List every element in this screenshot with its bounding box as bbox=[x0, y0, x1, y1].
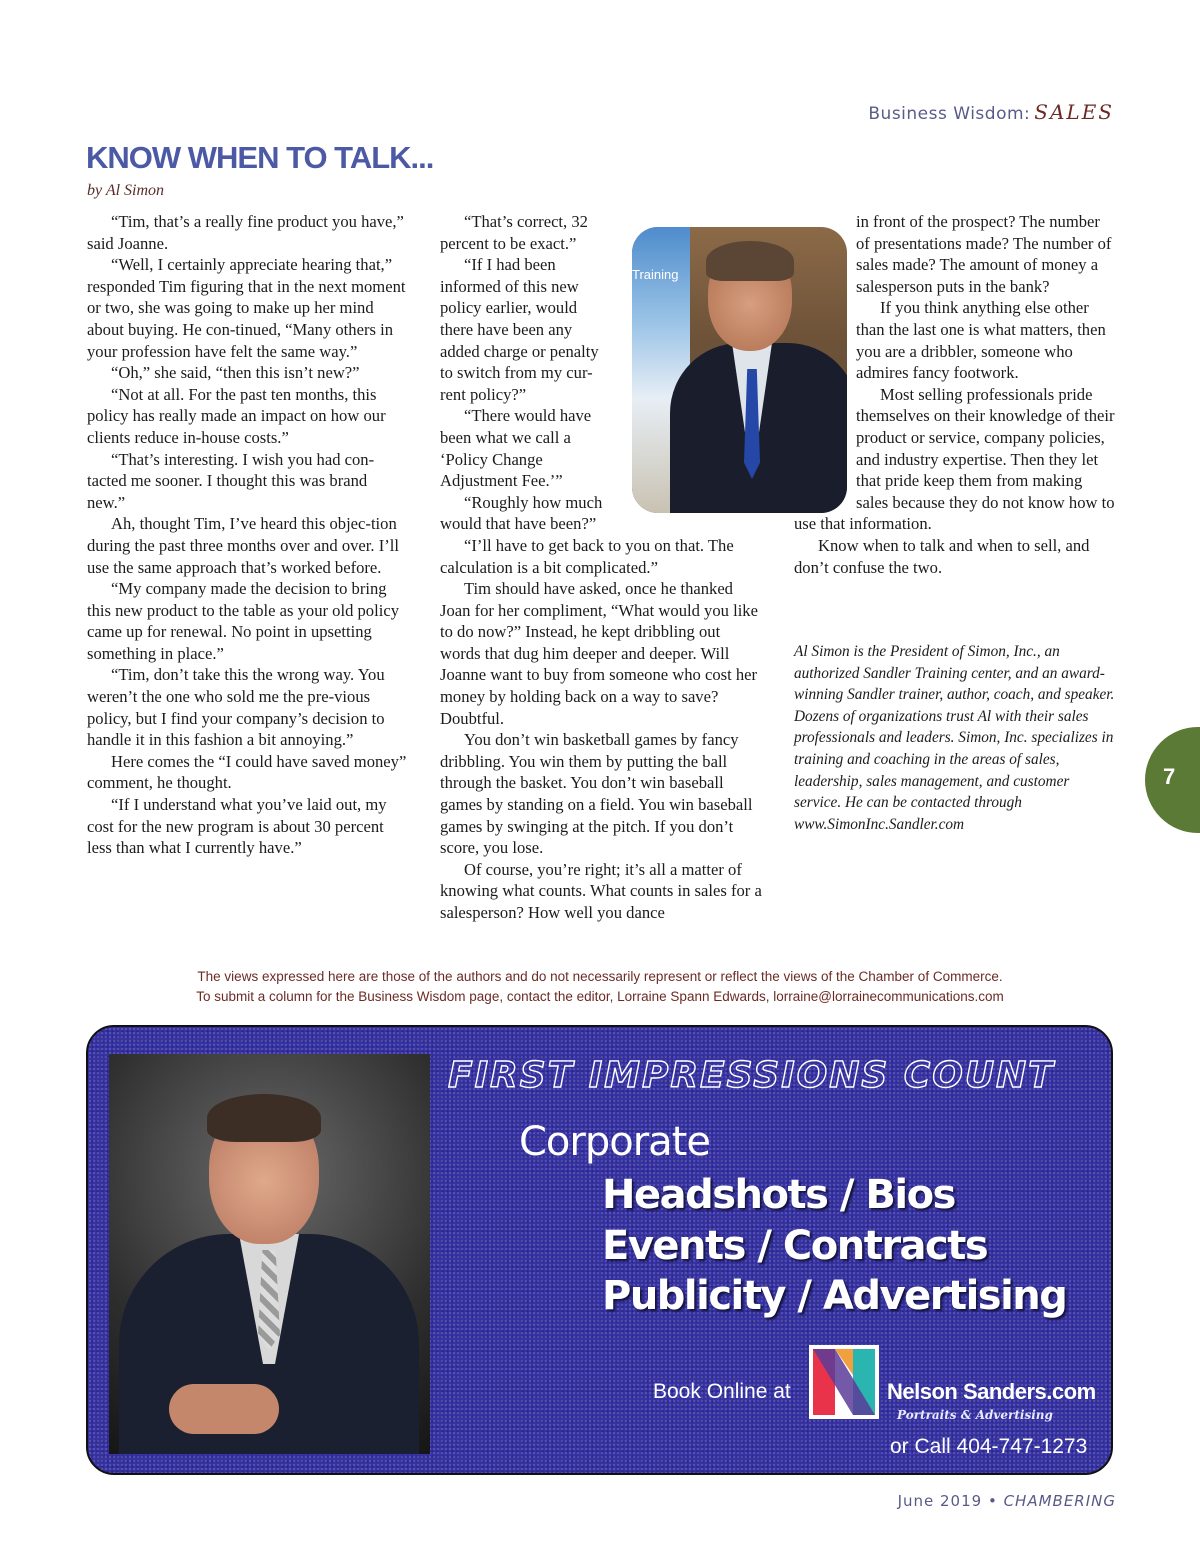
section-label bbox=[868, 100, 1114, 124]
paragraph: Of course, you’re right; it’s all a matter of knowing what counts. What counts in sales for a salesperson? How well you dance bbox=[440, 859, 762, 922]
ad-tagline: FIRST IMPRESSIONS COUNT bbox=[448, 1055, 1055, 1096]
ad-book-online: Book Online at bbox=[653, 1380, 791, 1403]
paragraph: “That’s interesting. I wish you had con-tacted me sooner. I thought this was brand new.” bbox=[87, 449, 375, 512]
nelson-sanders-logo-icon bbox=[809, 1345, 879, 1419]
paragraph: in front of the prospect? The number of presentations made? The number of sales made? The amount of money a salesperson puts in the bank? bbox=[856, 212, 1112, 296]
training-banner-text: Training bbox=[632, 267, 679, 282]
ad-phone[interactable]: or Call 404-747-1273 bbox=[890, 1435, 1088, 1458]
paragraph: “That’s correct, 32 percent to be exact.” bbox=[440, 212, 588, 253]
paragraph: “If I had been informed of this new policy earlier, would there have been any added charge or penalty to switch from my cur-rent policy?” bbox=[440, 255, 599, 404]
article-byline: by Al Simon bbox=[87, 182, 165, 199]
author-hair bbox=[706, 241, 794, 281]
advertisement[interactable] bbox=[86, 1025, 1113, 1475]
ad-service-events: Events / Contracts bbox=[602, 1223, 988, 1269]
ad-brand-subtitle: Portraits & Advertising bbox=[897, 1408, 1053, 1422]
paragraph: You don’t win basketball games by fancy dribbling. You win them by putting the ball through the basket. You don’t win baseball games by standing on a field. You win baseball games by swinging at the pitch. If you don’t score, you lose. bbox=[440, 730, 753, 858]
paragraph: “My company made the decision to bring this new product to the table as your old policy came up for renewal. No point in upsetting something in place.” bbox=[87, 579, 399, 663]
paragraph: “Tim, that’s a really fine product you have,” said Joanne. bbox=[87, 212, 404, 253]
ad-service-headshots: Headshots / Bios bbox=[602, 1172, 955, 1218]
page-footer bbox=[898, 1492, 1116, 1510]
ad-portrait-photo bbox=[109, 1054, 430, 1454]
article-headline: KNOW WHEN TO TALK... bbox=[86, 140, 434, 175]
paragraph: Know when to talk and when to sell, and don’t confuse the two. bbox=[794, 535, 1090, 577]
paragraph: “Tim, don’t take this the wrong way. You weren’t the one who sold me the pre-vious policy, but I find your company’s decision to handle it in this fashion a bit annoying.” bbox=[87, 665, 385, 750]
paragraph: “Roughly how much would that have been?” bbox=[440, 492, 603, 534]
ad-brand-link[interactable]: Nelson Sanders.com bbox=[887, 1379, 1096, 1404]
magazine-name: CHAMBERING bbox=[1003, 1492, 1116, 1510]
article-column-1 bbox=[87, 211, 409, 859]
issue-date: June 2019 • bbox=[897, 1492, 998, 1510]
disclaimer-line-2: To submit a column for the Business Wisdom page, contact the editor, Lorraine Spann Edwards, lorraine@lorrainecommunications.com bbox=[196, 989, 1004, 1004]
paragraph: Tim should have asked, once he thanked Joan for her compliment, “What would you like to do now?” Instead, he kept dribbling out words that dug him deeper and deeper. Will Joanne want to buy from someone who cost her money by holding back on a way to save? Doubtful. bbox=[440, 579, 758, 728]
paragraph: Ah, thought Tim, I’ve heard this objec-tion during the past three months over and over. I’ll use the same approach that’s worked before. bbox=[87, 514, 399, 577]
disclaimer bbox=[0, 967, 1200, 1007]
author-photo bbox=[632, 227, 847, 513]
page-number: 7 bbox=[1163, 764, 1176, 789]
paragraph: Here comes the “I could have saved money” comment, he thought. bbox=[87, 751, 407, 793]
ad-corporate: Corporate bbox=[519, 1119, 710, 1165]
ad-service-publicity: Publicity / Advertising bbox=[602, 1273, 1067, 1319]
paragraph: “Not at all. For the past ten months, this policy has really made an impact on how our clients reduce in-house costs.” bbox=[87, 384, 386, 447]
disclaimer-line-1: The views expressed here are those of the authors and do not necessarily represent or reflect the views of the Chamber of Commerce. bbox=[197, 969, 1003, 984]
paragraph: Most selling professionals pride themselves on their knowledge of their product or service, company policies, and industry expertise. Then they let that pride keep them from making sales because they do not know how to use that information. bbox=[794, 384, 1115, 534]
paragraph: If you think anything else other than the last one is what matters, then you are a dribbler, someone who admires fancy footwork. bbox=[856, 298, 1106, 383]
paragraph: “Well, I certainly appreciate hearing that,” responded Tim figuring that in the next moment or two, she was going to make up her mind about buying. He con-tinued, “Many others in your profession have felt the same way.” bbox=[87, 255, 406, 361]
ad-portrait-hair bbox=[207, 1094, 321, 1142]
author-bio: Al Simon is the President of Simon, Inc., an authorized Sandler Training center, and an award-winning Sandler trainer, author, coach, and speaker. Dozens of organizations trust Al with their sales professionals and leaders. Simon, Inc. specializes in training and coaching in the areas of sales, leadership, sales management, and customer service. He can be contacted through www.SimonInc.Sandler.com bbox=[794, 643, 1115, 833]
paragraph: “If I understand what you’ve laid out, my cost for the new program is about 30 percent less than what I currently have.” bbox=[87, 795, 387, 858]
section-name: Business Wisdom: bbox=[868, 104, 1031, 124]
section-topic: SALES bbox=[1034, 100, 1114, 124]
paragraph: “There would have been what we call a ‘Policy Change Adjustment Fee.’” bbox=[440, 406, 592, 491]
ad-portrait-hand bbox=[169, 1384, 279, 1434]
paragraph: “I’ll have to get back to you on that. The calculation is a bit complicated.” bbox=[440, 535, 734, 577]
paragraph: “Oh,” she said, “then this isn’t new?” bbox=[111, 363, 360, 383]
